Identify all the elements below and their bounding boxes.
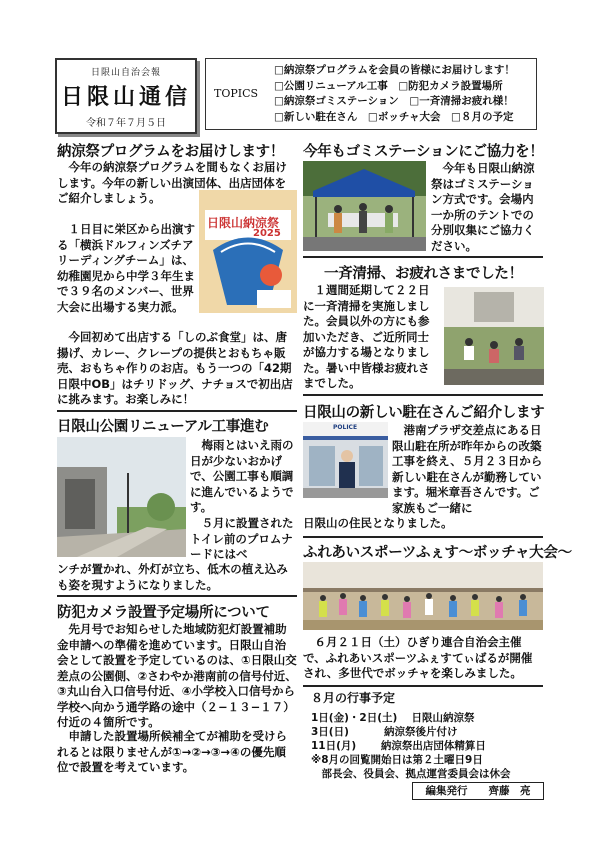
divider bbox=[303, 256, 543, 258]
schedule-row: 部長会、役員会、拠点運営委員会は休会 bbox=[311, 768, 511, 780]
schedule-list bbox=[311, 711, 511, 781]
police-sign: POLICE bbox=[333, 424, 358, 431]
program-body-3: 今回初めて出店する「しのぶ食堂」は、唐揚げ、カレー、クレープの提供とおもちゃ販売、おもちゃ作りのお店。もう一つの「42期日限中OB」はチリドッグ、ナチョスで初出店に挑みます。お楽しみに！ bbox=[57, 330, 293, 406]
police-photo bbox=[303, 422, 388, 498]
police-heading: 日限山の新しい駐在さんご紹介します bbox=[303, 405, 545, 421]
park-photo bbox=[57, 437, 186, 557]
schedule-row: 3日(日) 納涼祭後片付け bbox=[311, 726, 458, 738]
topics-label: TOPICS bbox=[214, 87, 259, 100]
boccia-photo bbox=[303, 562, 543, 630]
park-heading: 日限山公園リニューアル工事進む bbox=[57, 419, 269, 435]
topics-box bbox=[205, 58, 537, 130]
cleanup-body: １週間延期して２２日に一斉清掃を実施しました。会員以外の方にも参加いただき、ご近所同士が協力する場となりました。暑い中皆様お疲れさまでした。 bbox=[303, 283, 430, 390]
poster-title: 日限山納涼祭 bbox=[207, 216, 280, 230]
program-body-2: １日目に栄区から出演する「横浜ドルフィンズチアリーディングチーム」は、幼稚園児から中学３年生まで３９名のメンバー、世界大会に出場する実力派。 bbox=[57, 222, 195, 314]
masthead-subtitle: 日限山自治会報 bbox=[90, 68, 161, 78]
program-heading: 納涼祭プログラムをお届けします！ bbox=[57, 144, 285, 160]
divider bbox=[57, 410, 297, 412]
topics-list bbox=[274, 63, 515, 125]
masthead bbox=[55, 58, 197, 134]
masthead-title: 日限山通信 bbox=[60, 85, 191, 110]
program-poster-image bbox=[199, 190, 297, 313]
editor-credit: 編集発行 齊藤 亮 bbox=[412, 782, 544, 800]
camera-body-1: 先月号でお知らせした地域防犯灯設置補助金申請への準備を進めています。日限山自治会として設置を予定しているのは、①日限山交差点の公園側、②さわやか港南前の信号付近、③丸山台入口信号付近、④小学校入口信号から学校へ向かう通学路の途中（２−１３−１７）付近の４箇所です。 bbox=[57, 622, 297, 729]
schedule-row: 1日(金)・2日(土) 日限山納涼祭 bbox=[311, 712, 475, 724]
park-body-2-cont: ンチが置かれ、外灯が立ち、低木の植え込みも姿を現すようになりました。 bbox=[57, 562, 288, 592]
cleanup-photo bbox=[444, 287, 544, 385]
camera-body-2: 申請した設置場所候補全てが補助を受けられるとは限りませんが①→②→③→④の優先順位で設置を考えています。 bbox=[57, 729, 287, 774]
issue-date: 令和７年７月５日 bbox=[86, 118, 166, 129]
topics-item: □納涼祭ゴミステーション □一斉清掃お疲れ様！ bbox=[274, 95, 514, 107]
boccia-body: ６月２１日（土）ひぎり連合自治会主催で、ふれあいスポーツふぇすてぃばるが開催され、多世代でボッチャを楽しみました。 bbox=[303, 635, 533, 680]
schedule-heading: ８月の行事予定 bbox=[311, 691, 396, 705]
divider bbox=[303, 685, 543, 687]
park-body-2 bbox=[190, 516, 298, 562]
divider bbox=[303, 394, 543, 396]
garbage-photo bbox=[303, 161, 426, 251]
divider bbox=[57, 595, 297, 597]
camera-heading: 防犯カメラ設置予定場所について bbox=[57, 605, 270, 621]
schedule-row: ※8月の回覧開始日は第２土曜日9日 bbox=[311, 754, 483, 766]
divider bbox=[303, 536, 543, 538]
boccia-heading: ふれあいスポーツふぇす〜ボッチャ大会〜 bbox=[303, 545, 572, 561]
topics-item: □公園リニューアル工事 □防犯カメラ設置場所 bbox=[274, 79, 503, 92]
program-body-1: 今年の納涼祭プログラムを間もなくお届けします。今年の新しい出演団体、出店団体をご紹介しましょう。 bbox=[57, 160, 287, 205]
garbage-body: 今年も日限山納涼祭はゴミステーション方式です。会場内一か所のテントでの分別収集にご協力ください。 bbox=[431, 161, 535, 253]
police-body-2: 日限山の住民となりました。 bbox=[303, 516, 453, 530]
poster-year: 2025 bbox=[253, 228, 281, 239]
topics-item: □新しい駐在さん □ボッチャ大会 □８月の予定 bbox=[274, 110, 514, 123]
schedule-row: 11日(月) 納涼祭出店団体精算日 bbox=[311, 740, 486, 752]
topics-item: □納涼祭プログラムを会員の皆様にお届けします！ bbox=[274, 64, 515, 76]
police-body-1: 港南プラザ交差点にある日限山駐在所が昨年からの改築工事を終え、５月２３日から新しい駐在さんが勤務しています。堀米章吾さんです。ご家族もご一緒に bbox=[392, 423, 543, 515]
cleanup-heading: 一斉清掃、お疲れさまでした！ bbox=[324, 266, 523, 282]
park-body-2-text: ５月に設置されたトイレ前のプロムナードにはベ bbox=[190, 516, 294, 561]
garbage-heading: 今年もゴミステーションにご協力を！ bbox=[303, 144, 544, 160]
park-body-1: 梅雨とはいえ雨の日が少ないおかげで、公園工事も順調に進んでいるようです。 bbox=[190, 438, 294, 514]
